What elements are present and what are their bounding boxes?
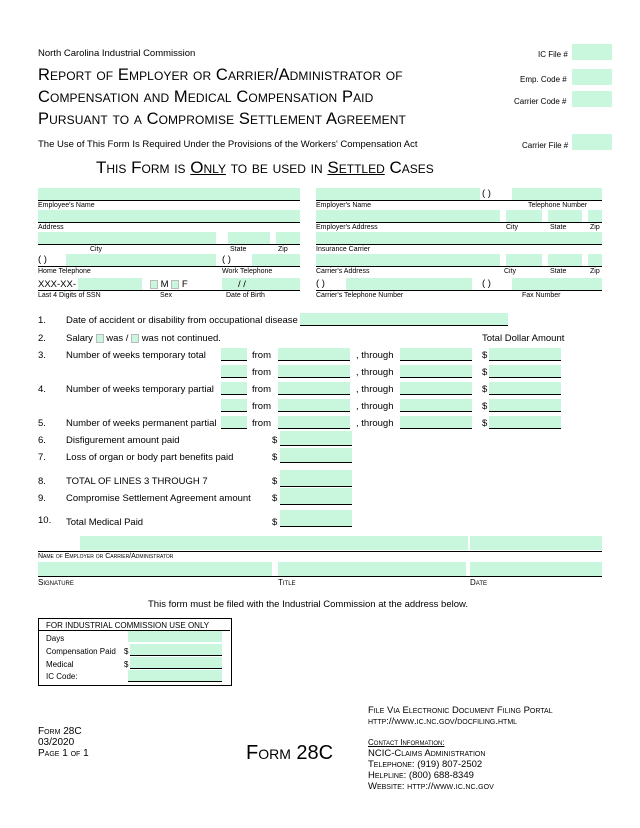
office-days-label: Days [46,634,65,643]
carrier-city-label: City [504,268,517,275]
line-4-text: Number of weeks temporary partial [66,384,214,395]
carrier-file-label: Carrier File # [522,141,569,150]
organ-loss-amount-field[interactable] [280,448,352,462]
employee-state-label: State [230,246,247,253]
employee-name-field[interactable] [38,188,300,200]
underline-row-2 [221,377,247,378]
total-dollar-header: Total Dollar Amount [482,333,565,344]
employer-state-label: State [550,224,567,231]
fax-label: Fax Number [522,292,561,299]
line-9-text: Compromise Settlement Agreement amount [66,493,251,504]
underline-row-4 [278,411,350,412]
from-label-row-4: from [252,401,271,412]
from-label-row-5: from [252,418,271,429]
line-8-dollar: $ [272,476,278,487]
sex-f-checkbox[interactable] [171,280,179,289]
weeks-field-row-3[interactable] [221,382,247,394]
underline-row-5 [489,428,561,429]
line-3-text: Number of weeks temporary total [66,350,206,361]
underline-row-1 [278,360,350,361]
dollar-sign-row-5: $ [482,418,488,429]
underline-row-4 [221,411,247,412]
amount-field-row-3[interactable] [489,382,561,394]
underline-row-2 [400,377,472,378]
office-comp-label: Compensation Paid [46,647,116,656]
ic-file-label: IC File # [538,50,568,59]
line-4-number: 4. [38,384,46,395]
office-medical-dollar: $ [124,660,129,669]
dollar-sign-row-1: $ [482,350,488,361]
line-1-text: Date of accident or disability from occupational disease [66,315,298,326]
underline-row-1 [489,360,561,361]
line-7-number: 7. [38,452,46,463]
through-label-row-4: , through [356,401,394,412]
form-subtitle: The Use of This Form Is Required Under the Provisions of the Workers' Compensation Act [38,139,418,150]
signature-label: Signature [38,578,74,587]
through-date-field-row-5[interactable] [400,416,472,428]
insurance-carrier-label: Insurance Carrier [316,246,371,253]
underline-row-2 [489,377,561,378]
signature-field[interactable] [38,562,272,576]
settlement-amount-field[interactable] [280,488,352,504]
carrier-address-field[interactable] [316,254,500,266]
underline-row-1 [221,360,247,361]
from-label-row-1: from [252,350,271,361]
dob-field[interactable] [222,278,300,290]
line-5-text: Number of weeks permanent partial [66,418,217,429]
office-use-header: FOR INDUSTRIAL COMMISSION USE ONLY [46,621,210,630]
contact-label: Contact Information: [368,738,445,747]
home-phone-field[interactable] [66,254,216,266]
dollar-sign-row-2: $ [482,367,488,378]
from-date-field-row-4[interactable] [278,399,350,411]
carrier-code-field[interactable] [572,91,612,107]
salary-was-checkbox[interactable] [96,334,104,343]
dollar-sign-row-3: $ [482,384,488,395]
line-1-number: 1. [38,315,46,326]
form-big-label: Form 28C [246,742,334,764]
office-medical-field[interactable] [130,657,222,668]
filing-note: This form must be filed with the Industrial Commission at the address below. [148,599,468,610]
sex-m-checkbox[interactable] [150,280,158,289]
title-line-3: Pursuant to a Compromise Settlement Agreement [38,110,406,128]
underline-row-5 [278,428,350,429]
underline-row-3 [221,394,247,395]
from-date-field-row-2[interactable] [278,365,350,377]
through-label-row-5: , through [356,418,394,429]
employee-zip-label: Zip [278,246,288,253]
employer-carrier-name-label: Name of Employer or Carrier/Administrator [38,553,174,560]
ssn-label: Last 4 Digits of SSN [38,292,101,299]
employee-address-label: Address [38,224,64,231]
amount-field-row-2[interactable] [489,365,561,377]
employer-carrier-name-field[interactable] [80,536,468,550]
fax-paren: ( ) [482,278,491,289]
line-6-text: Disfigurement amount paid [66,435,180,446]
from-date-field-row-5[interactable] [278,416,350,428]
employer-address-field[interactable] [316,210,500,222]
settled-heading: This Form is Only to be used in Settled Cases [96,158,434,177]
work-phone-paren: ( ) [222,254,231,265]
through-date-field-row-3[interactable] [400,382,472,394]
underline-row-4 [489,411,561,412]
weeks-field-row-1[interactable] [221,348,247,360]
employer-name-field[interactable] [316,188,480,200]
line-9-dollar: $ [272,493,278,504]
employer-phone-paren: ( ) [482,188,491,199]
office-ic-code-label: IC Code: [46,672,78,681]
carrier-city-field[interactable] [506,254,542,266]
date-label: Date [470,578,488,587]
employer-city-label: City [506,224,519,231]
line-7-text: Loss of organ or body part benefits paid [66,452,234,463]
employee-zip-field[interactable] [276,232,300,244]
contact-website[interactable]: Website: http://www.ic.nc.gov [368,781,494,792]
employer-phone-field[interactable] [512,188,602,200]
line-2-text: Salary was / was not continued. [66,333,221,344]
underline-row-3 [278,394,350,395]
underline-row-5 [400,428,472,429]
line-8-text: TOTAL OF LINES 3 THROUGH 7 [66,476,208,487]
line-5-number: 5. [38,418,46,429]
weeks-field-row-4[interactable] [221,399,247,411]
contact-telephone: Telephone: (919) 807-2502 [368,759,483,770]
page-number: Page 1 of 1 [38,748,89,759]
date-field[interactable] [470,562,602,576]
form-date: 03/2020 [38,737,75,748]
home-phone-paren: ( ) [38,254,47,265]
employee-state-field[interactable] [228,232,270,244]
line-6-number: 6. [38,435,46,446]
dollar-sign-row-4: $ [482,401,488,412]
carrier-code-label: Carrier Code # [514,97,567,106]
line-7-dollar: $ [272,452,278,463]
accident-date-field[interactable] [300,313,508,325]
through-label-row-3: , through [356,384,394,395]
carrier-phone-label: Carrier's Telephone Number [316,292,404,299]
through-label-row-2: , through [356,367,394,378]
carrier-zip-field[interactable] [588,254,602,266]
carrier-address-label: Carrier's Address [316,268,370,275]
from-label-row-3: from [252,384,271,395]
office-comp-dollar: $ [124,647,129,656]
employee-city-field[interactable] [38,232,216,244]
work-phone-label: Work Telephone [222,268,273,275]
underline-row-5 [221,428,247,429]
employer-carrier-name-extra-field[interactable] [470,536,602,550]
underline-row-3 [489,394,561,395]
employer-state-field[interactable] [548,210,582,222]
from-label-row-2: from [252,367,271,378]
insurance-carrier-field[interactable] [316,232,602,244]
disfigurement-amount-field[interactable] [280,431,352,445]
carrier-file-field[interactable] [572,134,612,150]
underline-row-1 [400,360,472,361]
amount-field-row-1[interactable] [489,348,561,360]
employer-zip-field[interactable] [588,210,602,222]
weeks-field-row-2[interactable] [221,365,247,377]
portal-label: File Via Electronic Document Filing Portal [368,705,553,716]
through-date-field-row-1[interactable] [400,348,472,360]
carrier-state-field[interactable] [548,254,582,266]
agency-name: North Carolina Industrial Commission [38,48,196,59]
carrier-phone-field[interactable] [346,278,472,290]
title-line-1: Report of Employer or Carrier/Administrator of [38,66,403,84]
through-date-field-row-4[interactable] [400,399,472,411]
office-medical-label: Medical [46,660,74,669]
emp-code-label: Emp. Code # [520,75,567,84]
employee-address-field[interactable] [38,210,300,222]
work-phone-field[interactable] [252,254,300,266]
employer-phone-label: Telephone Number [528,202,588,209]
office-days-field[interactable] [128,631,222,642]
employee-city-label: City [90,246,103,253]
employee-name-label: Employee's Name [38,202,95,209]
carrier-zip-label: Zip [590,268,600,275]
line-10-dollar: $ [272,517,278,528]
line-3-number: 3. [38,350,46,361]
fax-field[interactable] [512,278,602,290]
title-label: Title [278,578,296,587]
salary-was-not-checkbox[interactable] [131,334,139,343]
ssn-prefix: XXX-XX- [38,279,77,290]
form-id: Form 28C [38,726,82,737]
employer-address-label: Employer's Address [316,224,378,231]
employer-zip-label: Zip [590,224,600,231]
from-date-field-row-3[interactable] [278,382,350,394]
amount-field-row-4[interactable] [489,399,561,411]
amount-field-row-5[interactable] [489,416,561,428]
underline-row-2 [278,377,350,378]
dob-label: Date of Birth [226,292,265,299]
underline-row-3 [400,394,472,395]
weeks-field-row-5[interactable] [221,416,247,428]
carrier-state-label: State [550,268,567,275]
office-comp-field[interactable] [130,644,222,655]
contact-helpline: Helpline: (800) 688-8349 [368,770,474,781]
employer-name-label: Employer's Name [316,202,372,209]
ic-file-field[interactable] [572,44,612,60]
title-line-2: Compensation and Medical Compensation Paid [38,88,374,106]
through-date-field-row-2[interactable] [400,365,472,377]
line-10-number: 10. [38,515,52,526]
contact-name: NCIC-Claims Administration [368,748,486,759]
portal-url[interactable]: http://www.ic.nc.gov/docfiling.html [368,716,518,727]
from-date-field-row-1[interactable] [278,348,350,360]
line-2-number: 2. [38,333,46,344]
sex-label: Sex [160,292,173,299]
line-8-number: 8. [38,476,46,487]
total-medical-field[interactable] [280,510,352,526]
ssn-field[interactable] [78,278,142,290]
sex-options: M F [150,279,188,290]
home-phone-label: Home Telephone [38,268,91,275]
form-title [38,64,406,130]
total-lines-field[interactable] [280,470,352,486]
title-field[interactable] [278,562,466,576]
line-9-number: 9. [38,493,46,504]
underline-row-4 [400,411,472,412]
dob-slashes: / / [238,279,246,290]
through-label-row-1: , through [356,350,394,361]
line-10-text: Total Medical Paid [66,517,144,528]
carrier-phone-paren: ( ) [316,278,325,289]
employer-city-field[interactable] [506,210,542,222]
line-6-dollar: $ [272,435,278,446]
emp-code-field[interactable] [572,69,612,85]
office-ic-code-field[interactable] [128,670,222,681]
